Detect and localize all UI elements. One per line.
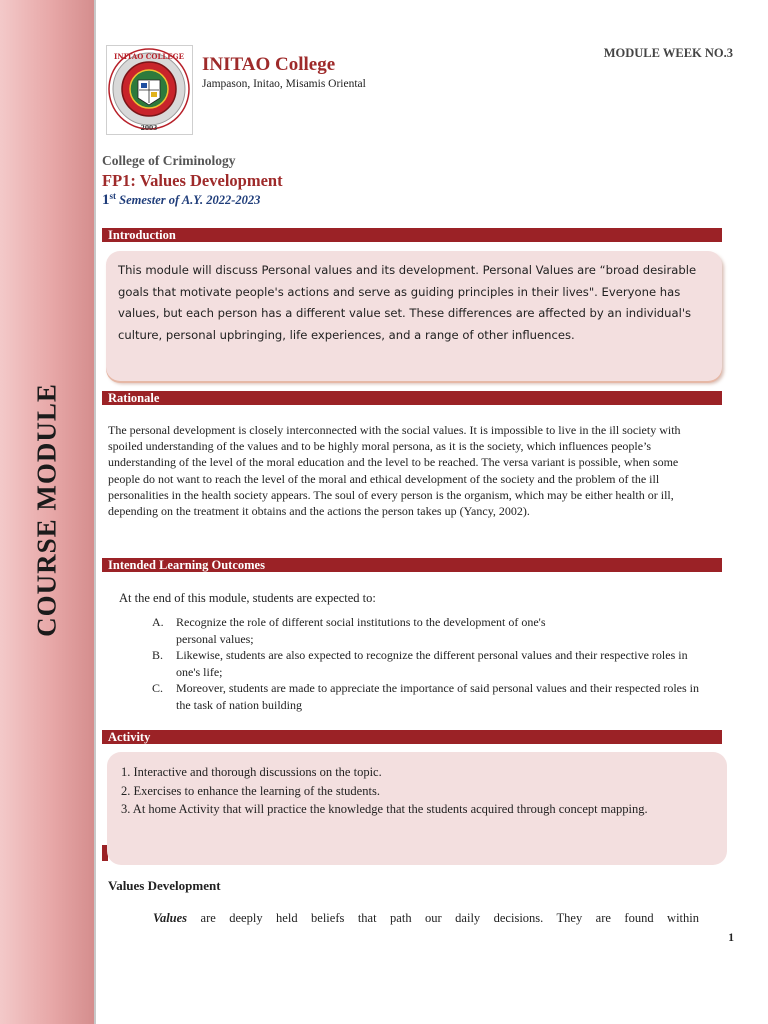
svg-text:2003: 2003 [140, 125, 158, 132]
list-item: 2. Exercises to enhance the learning of the students. [121, 783, 380, 798]
page-number: 1 [728, 932, 734, 944]
svg-text:INITAO COLLEGE: INITAO COLLEGE [114, 52, 184, 61]
college-logo [106, 45, 193, 135]
rationale-text: The personal development is closely interconnected with the social values. It is impossible to live in the ill society with spoiled understanding of the values and to be highly moral persona, as it is the society, which influences people’s understanding of the level of the moral education and the level to be reached. The versa variant is possible, when some people do not want to reach the level of the moral and ethical development of the society and the problem of the ill personalities in the health society appears. The soul of every person is the organism, which may be either health or ill, depending on the treatment it obtains and the actions the person takes up (Yancy, 2002). [108, 423, 681, 519]
activity-box [107, 752, 727, 865]
section-header-ilo: Intended Learning Outcomes [102, 558, 722, 572]
list-item [152, 647, 712, 680]
introduction-box [106, 251, 722, 381]
section-header-introduction: Introduction [102, 228, 722, 242]
semester-number: 1 [102, 192, 110, 209]
department-name: College of Criminology [102, 153, 236, 168]
values-development-paragraph [108, 910, 699, 944]
section-header-activity: Activity [102, 730, 722, 744]
introduction-text: This module will discuss Personal values and its development. Personal Values are “broad desirable goals that motivate people's actions and serve as guiding principles in their lives". Everyone has values, but each person has a different value set. These differences are affected by an individual's culture, personal upbringing, life experiences, and a range of other influences. [118, 263, 697, 342]
college-name: INITAO College [202, 54, 336, 75]
sidebar [0, 0, 95, 1024]
section-header-rationale: Rationale [102, 391, 722, 405]
list-item-text: Likewise, students are also expected to recognize the different personal values and their respective roles in one's life; [176, 648, 688, 679]
course-title: FP1: Values Development [102, 171, 283, 190]
module-week-label: MODULE WEEK NO.3 [603, 46, 733, 60]
list-item [152, 614, 712, 647]
list-item: 1. Interactive and thorough discussions on the topic. [121, 765, 382, 779]
ilo-list [152, 614, 712, 713]
values-development-text: are deeply held beliefs that path our daily decisions. They are found within [187, 911, 699, 925]
list-item-text: Recognize the role of different social institutions to the development of one's personal values; [176, 615, 546, 646]
college-address: Jampason, Initao, Misamis Oriental [202, 78, 366, 90]
values-term: Values [153, 911, 188, 925]
semester-line [102, 191, 260, 209]
semester-suffix: st [109, 191, 116, 201]
sidebar-divider [94, 0, 96, 1024]
list-item-text: Moreover, students are made to appreciate the importance of said personal values and their respected roles in the task of nation building [176, 681, 699, 712]
values-development-heading: Values Development [108, 878, 221, 893]
college-seal-icon [107, 46, 192, 134]
list-item [152, 680, 712, 713]
list-marker: C. [152, 681, 164, 695]
ilo-lead-text: At the end of this module, students are expected to: [119, 591, 376, 605]
sidebar-label: COURSE MODULE [31, 383, 62, 637]
semester-text: Semester of A.Y. 2022-2023 [119, 193, 261, 208]
list-marker: B. [152, 648, 164, 662]
list-item: 3. At home Activity that will practice the knowledge that the students acquired through concept mapping. [121, 802, 648, 816]
list-marker: A. [152, 615, 164, 629]
